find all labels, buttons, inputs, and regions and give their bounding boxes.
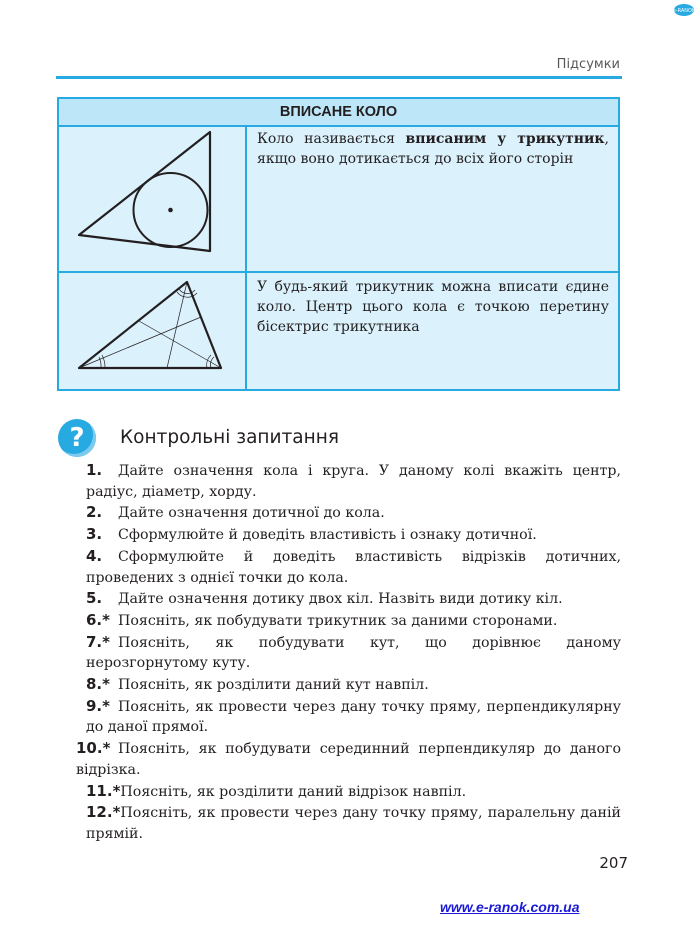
inscribed-circle-figure xyxy=(59,127,245,271)
page-number: 207 xyxy=(599,854,628,872)
question-text: Сформулюйте й доведіть властивість відрізків дотичних, проведених з однієї точки до кола. xyxy=(86,548,621,586)
question-number: 9.* xyxy=(86,696,110,715)
question-text: Сформулюйте й доведіть властивість і ознаку дотичної. xyxy=(118,527,537,544)
question-item xyxy=(86,802,621,844)
question-text: Дайте означення дотичної до кола. xyxy=(118,505,385,522)
question-text: Дайте означення кола і круга. У даному колі вкажіть центр, радіус, діаметр, хорду. xyxy=(86,463,621,500)
logo-text: e-RANOK xyxy=(672,8,696,14)
question-icon: ? xyxy=(58,419,96,457)
question-number: 7.* xyxy=(86,632,110,651)
question-number: 1. xyxy=(86,461,103,479)
question-item xyxy=(76,738,621,780)
bisectors-figure xyxy=(59,273,245,391)
question-number: 3. xyxy=(86,525,103,544)
question-number: 5. xyxy=(86,589,103,608)
question-text: Поясніть, як провести через дану точку пряму, паралельну даній прямій. xyxy=(86,805,621,842)
publisher-website-link[interactable]: www.e-ranok.com.ua xyxy=(440,899,580,915)
question-item xyxy=(86,524,621,546)
question-number: 2. xyxy=(86,503,103,522)
definition-text-end: , якщо воно дотикається до всіх його сторін xyxy=(257,131,609,167)
question-text: Поясніть, як побудувати трикутник за даними сторонами. xyxy=(118,612,558,629)
question-number: 6.* xyxy=(86,610,110,629)
question-item xyxy=(86,696,621,738)
question-item xyxy=(86,546,621,588)
definition-text xyxy=(257,129,609,169)
question-text: Поясніть, як побудувати кут, що дорівнює даному нерозгорнутому куту. xyxy=(86,634,621,672)
question-text: Поясніть, як розділити даний відрізок навпіл. xyxy=(120,783,467,800)
question-number: 4. xyxy=(86,546,103,565)
question-text: Поясніть, як розділити даний кут навпіл. xyxy=(118,677,429,694)
question-text: Поясніть, як побудувати серединний перпендикуляр до даного відрізка. xyxy=(76,741,621,778)
table-header: ВПИСАНЕ КОЛО xyxy=(59,99,618,127)
questions-list xyxy=(76,460,621,845)
question-item xyxy=(86,781,621,803)
header-rule xyxy=(56,76,622,79)
question-item xyxy=(86,674,621,696)
running-head: Підсумки xyxy=(556,57,620,72)
definition-text-start: Коло називається xyxy=(257,131,406,147)
definition-term: вписаним у трикутник xyxy=(405,131,605,147)
table-divider-vertical xyxy=(245,125,247,389)
question-number: 8.* xyxy=(86,675,110,694)
question-item xyxy=(86,632,621,674)
publisher-logo-icon xyxy=(672,1,696,17)
question-text: Дайте означення дотику двох кіл. Назвіть види дотику кіл. xyxy=(118,591,563,608)
question-number: 10.* xyxy=(76,739,111,758)
question-number: 12.* xyxy=(86,803,121,822)
summary-table xyxy=(57,97,620,391)
question-item xyxy=(86,610,621,632)
question-item xyxy=(86,502,621,524)
question-item xyxy=(86,460,621,502)
theorem-text: У будь-який трикутник можна вписати єдине коло. Центр цього кола є точкою перетину бісектрис трикутника xyxy=(257,279,609,335)
question-number: 11.* xyxy=(86,781,121,800)
question-item xyxy=(86,588,621,610)
section-title: Контрольні запитання xyxy=(120,427,339,448)
question-text: Поясніть, як провести через дану точку пряму, перпендикулярну до даної прямої. xyxy=(86,698,621,736)
